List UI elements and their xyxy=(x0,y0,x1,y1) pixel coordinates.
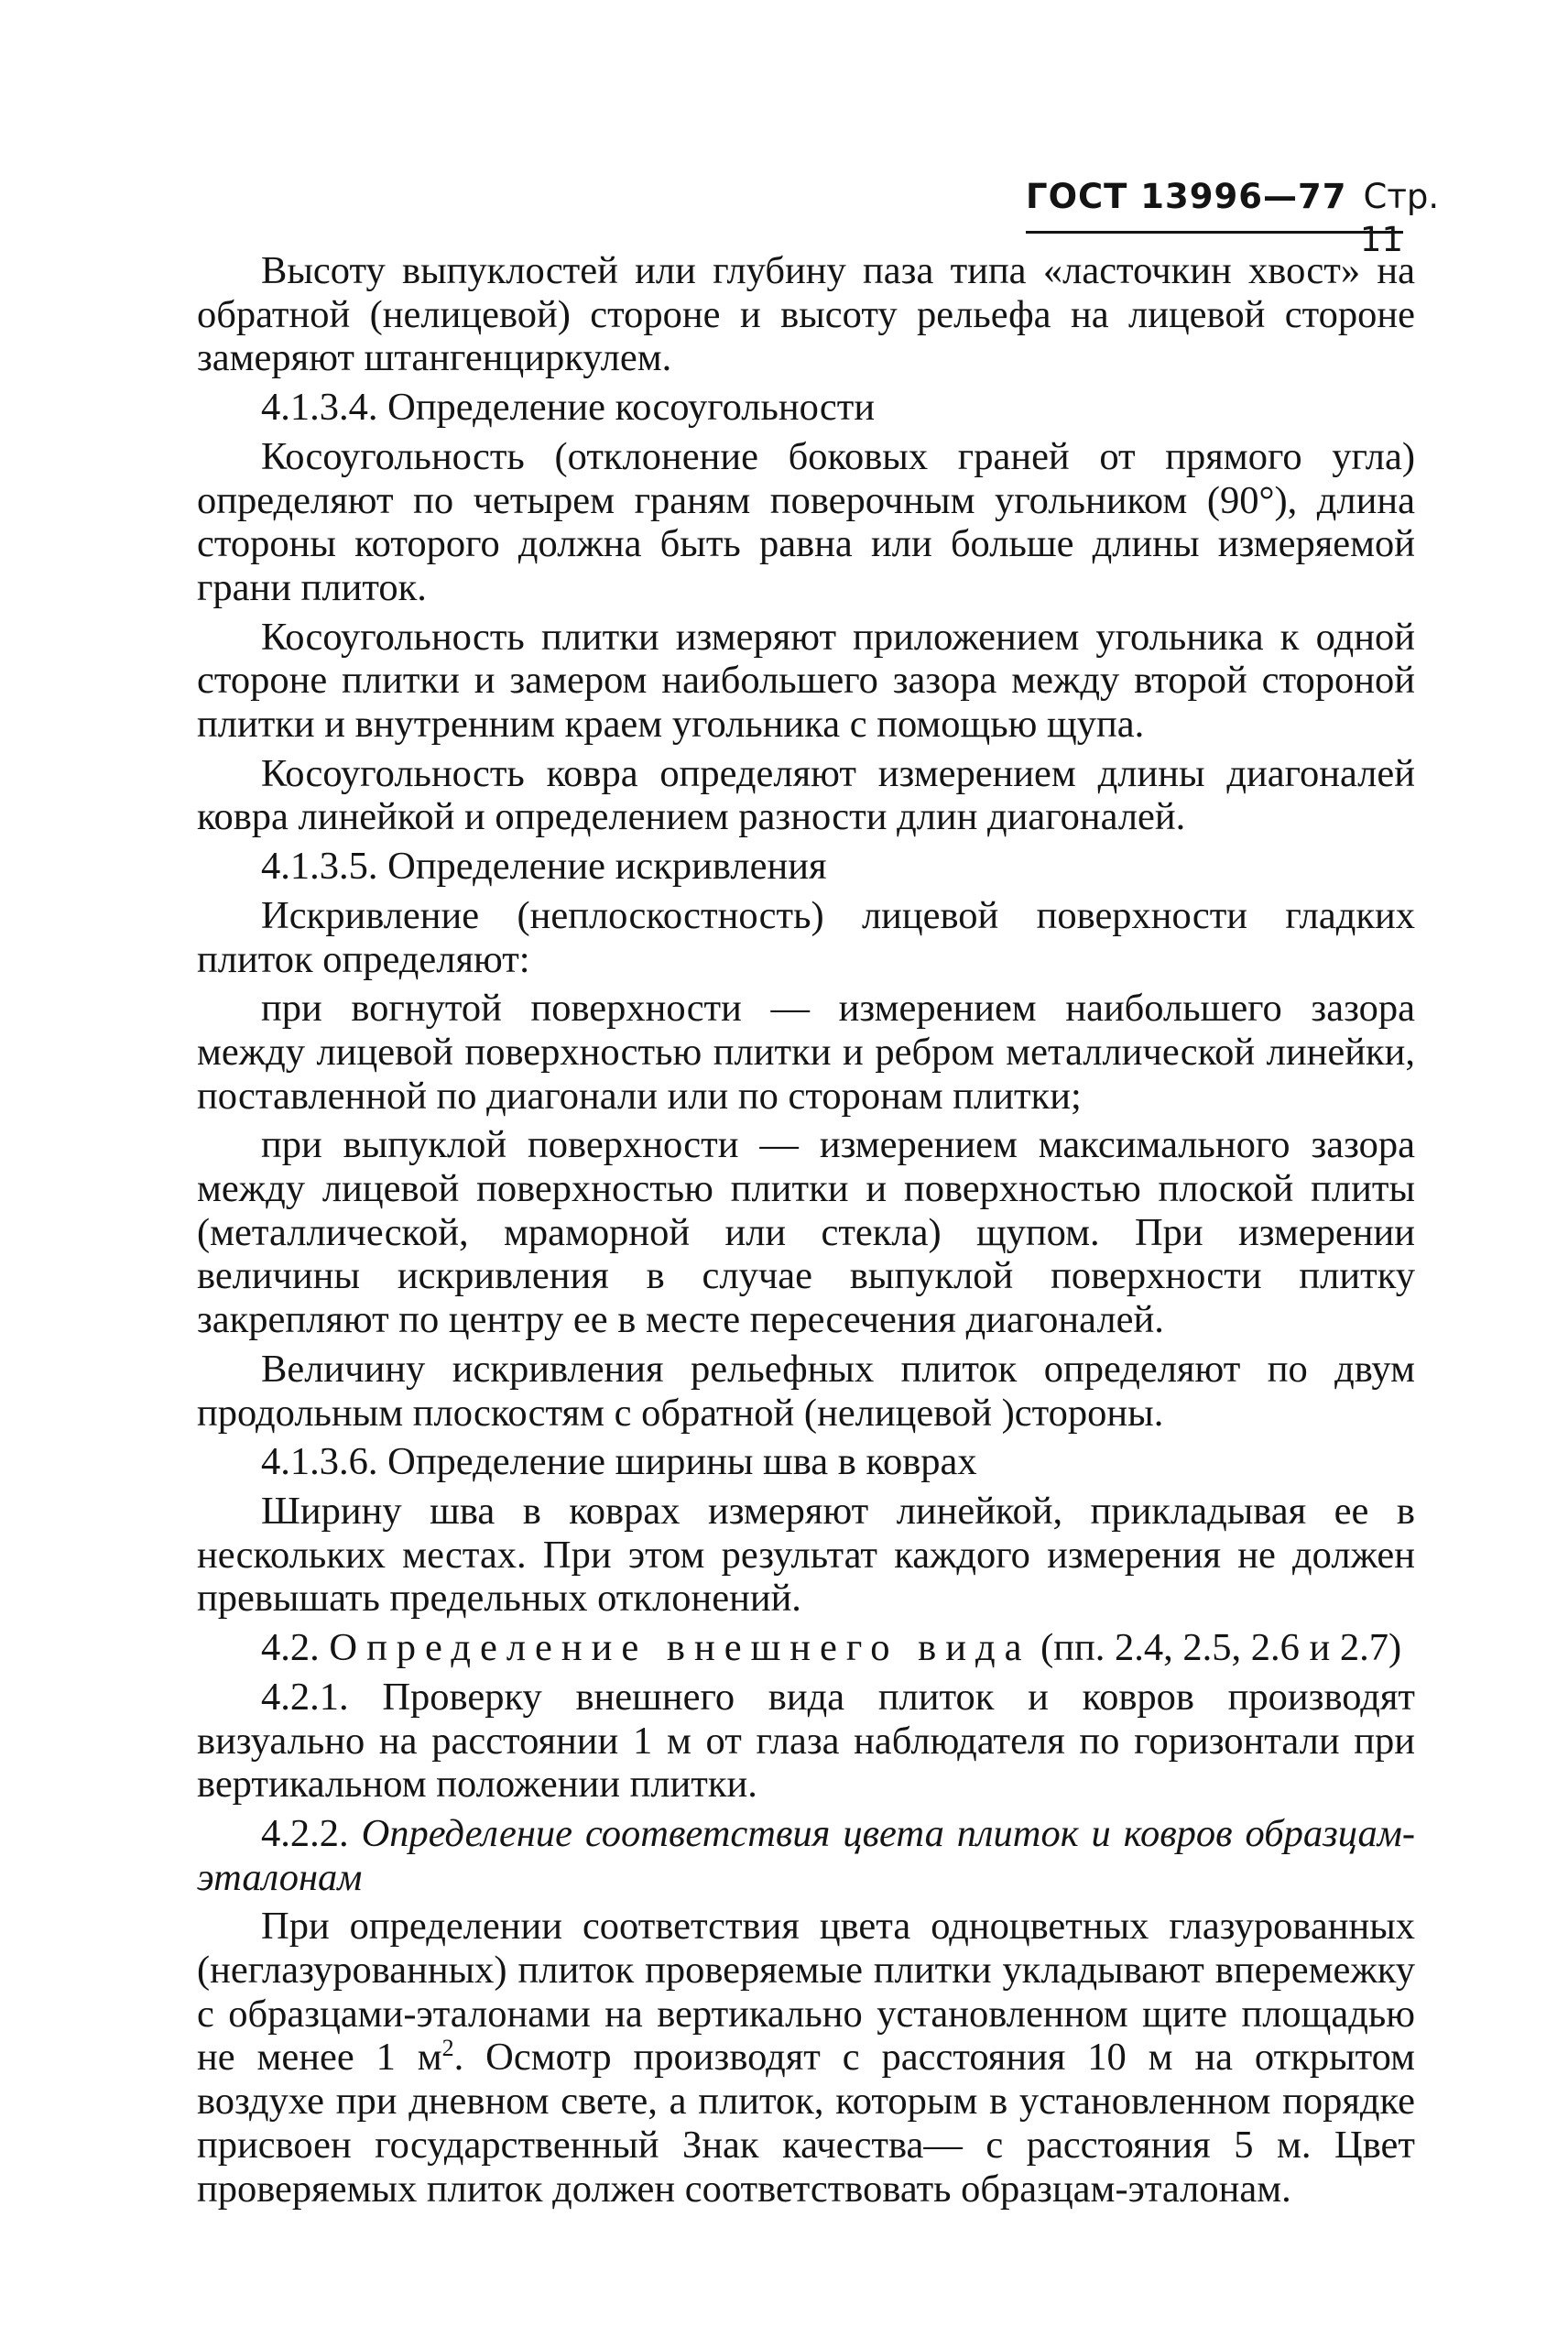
paragraph-visual-check: 4.2.1. Проверку внешнего вида плиток и ковров производят визуально на расстоянии 1 м от глаза наблюдателя по горизонтали при вертикальном положении плитки. xyxy=(197,1675,1415,1807)
body-text xyxy=(197,249,1415,2216)
section-4-2-refs: (пп. 2.4, 2.5, 2.6 и 2.7) xyxy=(1040,1626,1402,1670)
section-4-2-2-number: 4.2.2. xyxy=(261,1811,349,1855)
heading-4-2 xyxy=(197,1626,1415,1670)
page-number: Стр. 11 xyxy=(1359,177,1440,259)
paragraph-color-match xyxy=(197,1905,1415,2211)
square-superscript: 2 xyxy=(441,2035,454,2062)
section-4-2-2-title: Определение соответствия цвета плиток и ковров образцам-эталонам xyxy=(197,1811,1415,1899)
paragraph-relief-curvature: Величину искривления рельефных плиток определяют по двум продольным плоскостям с обратной (нелицевой )стороны. xyxy=(197,1347,1415,1435)
section-4-2-number: 4.2. xyxy=(261,1626,320,1670)
heading-4-2-2 xyxy=(197,1812,1415,1899)
color-match-part-1: При определении соответствия цвета одноцветных глазурованных (неглазурованных) плиток проверяемые плитки укладывают вперемежку с образцами-эталонами на вертикально установленном щите площадью не менее 1 м xyxy=(197,1905,1415,2080)
section-4-2-title: Определение внешнего вида xyxy=(329,1626,1031,1670)
heading-4-1-3-6: 4.1.3.6. Определение ширины шва в коврах xyxy=(261,1440,977,1484)
paragraph-curvature: Искривление (неплоскостность) лицевой поверхности гладких плиток определяют: xyxy=(197,893,1415,981)
color-match-part-2: . Осмотр производят с расстояния 10 м на открытом воздухе при дневном свете, а плиток, которым в установленном порядке присвоен государственный Знак качества— с расстояния 5 м. Цвет проверяемых плиток должен соответствовать образцам-эталонам. xyxy=(197,2036,1415,2211)
paragraph-skew-definition: Косоугольность (отклонение боковых граней от прямого угла) определяют по четырем граням поверочным угольником (90°), длина стороны которого должна быть равна или больше длины измеряемой грани плиток. xyxy=(197,434,1415,609)
paragraph-seam-width: Ширину шва в коврах измеряют линейкой, прикладывая ее в нескольких местах. При этом результат каждого измерения не должен превышать предельных отклонений. xyxy=(197,1489,1415,1621)
heading-4-1-3-4: 4.1.3.4. Определение косоугольности xyxy=(261,386,876,430)
paragraph-convex: при выпуклой поверхности — измерением максимального зазора между лицевой поверхностью плитки и поверхностью плоской плиты (металлической, мраморной или стекла) щупом. При измерении величины искривления в случае выпуклой поверхности плитку закрепляют по центру ее в месте пересечения диагоналей. xyxy=(197,1123,1415,1342)
heading-4-1-3-5: 4.1.3.5. Определение искривления xyxy=(261,845,827,889)
paragraph-tile-skew: Косоугольность плитки измеряют приложением угольника к одной стороне плитки и замером наибольшего зазора между второй стороной плитки и внутренним краем угольника с помощью щупа. xyxy=(197,615,1415,747)
paragraph-relief-height: Высоту выпуклостей или глубину паза типа «ласточкин хвост» на обратной (нелицевой) стороне и высоту рельефа на лицевой стороне замеряют штангенциркулем. xyxy=(197,249,1415,380)
standard-number: ГОСТ 13996—77 xyxy=(1026,177,1347,216)
paragraph-carpet-skew: Косоугольность ковра определяют измерением длины диагоналей ковра линейкой и определением разности длин диагоналей. xyxy=(197,751,1415,839)
page-header xyxy=(1026,174,1440,259)
paragraph-concave: при вогнутой поверхности — измерением наибольшего зазора между лицевой поверхностью плитки и ребром металлической линейки, поставленной по диагонали или по сторонам плитки; xyxy=(197,987,1415,1118)
